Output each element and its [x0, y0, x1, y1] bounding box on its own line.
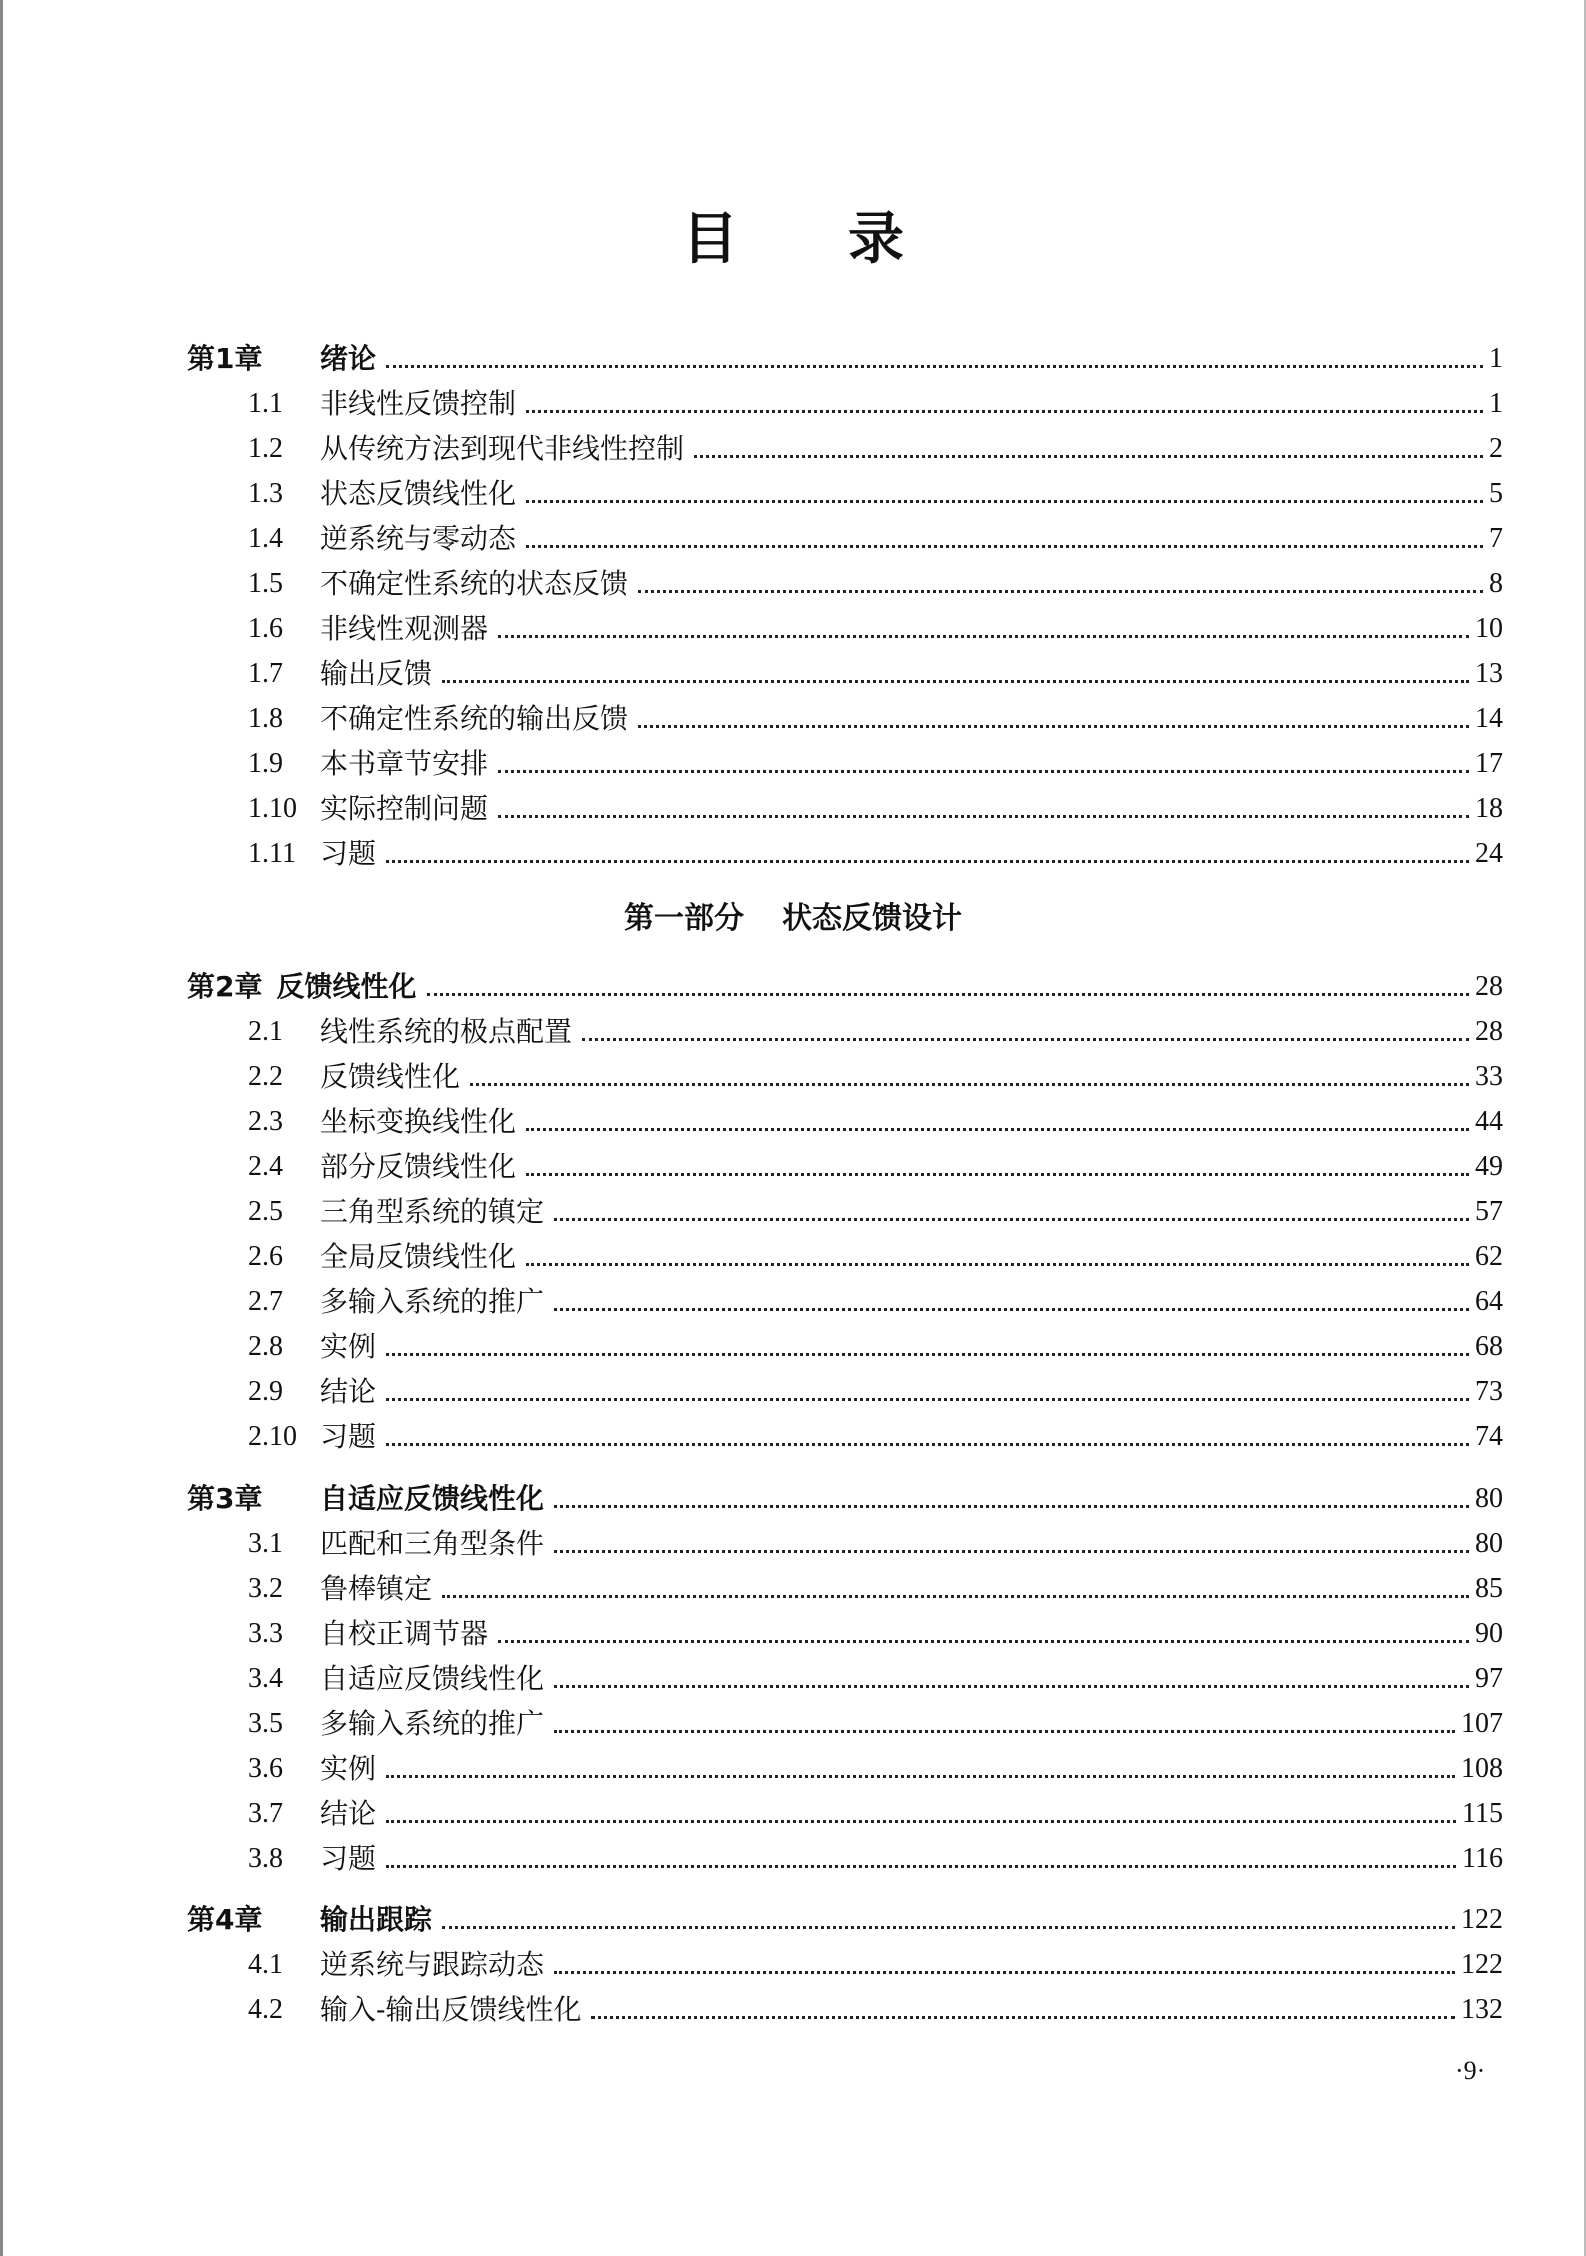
dot-leader [427, 993, 1470, 996]
section-number: 1.8 [248, 703, 283, 734]
toc-section-entry[interactable] [248, 377, 1503, 421]
page-ref: 116 [1462, 1843, 1503, 1874]
section-number: 2.3 [248, 1106, 283, 1137]
scan-edge-left [0, 0, 3, 2256]
section-number: 4.2 [248, 1994, 283, 2025]
page-ref: 33 [1475, 1061, 1503, 1092]
section-number: 3.7 [248, 1798, 283, 1829]
section-number: 1.3 [248, 478, 283, 509]
dot-leader [554, 1685, 1469, 1688]
section-number: 4.1 [248, 1949, 283, 1980]
section-number: 1.4 [248, 523, 283, 554]
dot-leader [386, 365, 1483, 368]
toc-section-entry[interactable] [248, 1365, 1503, 1409]
toc-section-entry[interactable] [248, 737, 1503, 781]
section-number: 3.5 [248, 1708, 283, 1739]
section-number: 1.10 [248, 793, 297, 824]
dot-leader [638, 590, 1483, 593]
dot-leader [694, 455, 1483, 458]
toc-chapter-entry[interactable] [187, 960, 1503, 1004]
dot-leader [442, 1595, 1469, 1598]
section-number: 2.1 [248, 1016, 283, 1047]
chapter-title: 反馈线性化 [276, 970, 417, 1003]
part-label: 第一部分 [624, 901, 744, 936]
dot-leader [498, 635, 1469, 638]
toc-chapter-entry[interactable] [187, 1893, 1503, 1937]
section-title: 不确定性系统的状态反馈 [320, 567, 629, 600]
section-title: 输入-输出反馈线性化 [320, 1993, 582, 2026]
toc-section-entry[interactable] [248, 1787, 1503, 1831]
page-ref: 49 [1475, 1151, 1503, 1182]
section-title: 实际控制问题 [320, 792, 489, 825]
section-number: 1.5 [248, 568, 283, 599]
dot-leader [582, 1038, 1469, 1041]
dot-leader [526, 410, 1483, 413]
dot-leader [554, 1308, 1469, 1311]
section-number: 2.8 [248, 1331, 283, 1362]
section-title: 实例 [320, 1752, 377, 1785]
section-number: 3.3 [248, 1618, 283, 1649]
section-title: 三角型系统的镇定 [320, 1195, 545, 1228]
section-title: 线性系统的极点配置 [320, 1015, 573, 1048]
dot-leader [442, 680, 1469, 683]
page-ref: 44 [1475, 1106, 1503, 1137]
page-number: ·9· [1455, 2056, 1486, 2085]
dot-leader [498, 770, 1469, 773]
part-name: 状态反馈设计 [782, 901, 962, 936]
section-title: 反馈线性化 [320, 1060, 461, 1093]
section-number: 2.7 [248, 1286, 283, 1317]
chapter-number: 第1章 [187, 342, 263, 375]
section-title: 习题 [320, 1842, 377, 1875]
dot-leader [386, 1775, 1455, 1778]
toc-section-entry[interactable] [248, 557, 1503, 601]
page-ref: 97 [1475, 1663, 1503, 1694]
section-number: 2.5 [248, 1196, 283, 1227]
section-number: 1.1 [248, 388, 283, 419]
page-ref: 24 [1475, 838, 1503, 869]
toc-section-entry[interactable] [248, 602, 1503, 646]
section-title: 习题 [320, 1420, 377, 1453]
dot-leader [554, 1505, 1469, 1508]
page-ref: 80 [1475, 1528, 1503, 1559]
dot-leader [442, 1926, 1455, 1929]
section-title: 鲁棒镇定 [320, 1572, 433, 1605]
toc-section-entry[interactable] [248, 1140, 1503, 1184]
section-title: 多输入系统的推广 [320, 1285, 545, 1318]
section-number: 1.11 [248, 838, 296, 869]
dot-leader [554, 1550, 1469, 1553]
toc-section-entry[interactable] [248, 1562, 1503, 1606]
page-ref: 7 [1489, 523, 1503, 554]
page-ref: 1 [1489, 343, 1503, 374]
dot-leader [386, 1398, 1469, 1401]
page-ref: 85 [1475, 1573, 1503, 1604]
section-title: 不确定性系统的输出反馈 [320, 702, 629, 735]
page-ref: 13 [1475, 658, 1503, 689]
page-ref: 64 [1475, 1286, 1503, 1317]
chapter-title: 绪论 [320, 342, 377, 375]
toc-section-entry[interactable] [248, 1742, 1503, 1786]
section-number: 3.1 [248, 1528, 283, 1559]
toc-section-entry[interactable] [248, 1275, 1503, 1319]
page-ref: 14 [1475, 703, 1503, 734]
toc-section-entry[interactable] [248, 1230, 1503, 1274]
section-title: 从传统方法到现代非线性控制 [320, 432, 685, 465]
toc-section-entry[interactable] [248, 1185, 1503, 1229]
page-ref: 122 [1461, 1904, 1503, 1935]
dot-leader [526, 500, 1483, 503]
page-ref: 57 [1475, 1196, 1503, 1227]
section-number: 2.2 [248, 1061, 283, 1092]
toc-section-entry[interactable] [248, 1938, 1503, 1982]
page-ref: 1 [1489, 388, 1503, 419]
dot-leader [591, 2016, 1455, 2019]
page-ref: 8 [1489, 568, 1503, 599]
toc-section-entry[interactable] [248, 1005, 1503, 1049]
toc-section-entry[interactable] [248, 1652, 1503, 1696]
page-ref: 2 [1489, 433, 1503, 464]
dot-leader [554, 1218, 1469, 1221]
toc-chapter-entry[interactable] [187, 1472, 1503, 1516]
toc-section-entry[interactable] [248, 782, 1503, 826]
section-title: 自校正调节器 [320, 1617, 489, 1650]
chapter-number: 第2章 [187, 970, 263, 1003]
section-title: 多输入系统的推广 [320, 1707, 545, 1740]
section-title: 实例 [320, 1330, 377, 1363]
dot-leader [386, 1865, 1456, 1868]
toc-section-entry[interactable] [248, 1320, 1503, 1364]
page-ref: 107 [1461, 1708, 1503, 1739]
section-title: 全局反馈线性化 [320, 1240, 517, 1273]
chapter-number: 第3章 [187, 1482, 263, 1515]
dot-leader [470, 1083, 1469, 1086]
section-title: 部分反馈线性化 [320, 1150, 517, 1183]
section-title: 本书章节安排 [320, 747, 489, 780]
page-ref: 80 [1475, 1483, 1503, 1514]
toc-section-entry[interactable] [248, 647, 1503, 691]
page-ref: 18 [1475, 793, 1503, 824]
toc-section-entry[interactable] [248, 1517, 1503, 1561]
page-ref: 28 [1475, 971, 1503, 1002]
page-ref: 62 [1475, 1241, 1503, 1272]
chapter-number: 第4章 [187, 1903, 263, 1936]
section-number: 1.6 [248, 613, 283, 644]
section-number: 1.7 [248, 658, 283, 689]
toc-section-entry[interactable] [248, 1607, 1503, 1651]
page-ref: 108 [1461, 1753, 1503, 1784]
dot-leader [386, 1353, 1469, 1356]
dot-leader [526, 1128, 1469, 1131]
section-number: 2.9 [248, 1376, 283, 1407]
dot-leader [386, 860, 1469, 863]
page-ref: 115 [1462, 1798, 1503, 1829]
section-title: 习题 [320, 837, 377, 870]
section-number: 2.4 [248, 1151, 283, 1182]
page-ref: 68 [1475, 1331, 1503, 1362]
toc-section-entry[interactable] [248, 512, 1503, 556]
section-title: 状态反馈线性化 [320, 477, 517, 510]
toc-section-entry[interactable] [248, 1410, 1503, 1454]
part-heading [0, 893, 1586, 937]
page-ref: 28 [1475, 1016, 1503, 1047]
section-number: 3.2 [248, 1573, 283, 1604]
section-title: 结论 [320, 1375, 377, 1408]
page-ref: 73 [1475, 1376, 1503, 1407]
section-title: 逆系统与零动态 [320, 522, 517, 555]
dot-leader [498, 1640, 1469, 1643]
page-ref: 5 [1489, 478, 1503, 509]
section-title: 自适应反馈线性化 [320, 1662, 545, 1695]
dot-leader [386, 1443, 1469, 1446]
section-title: 非线性反馈控制 [320, 387, 517, 420]
page-ref: 10 [1475, 613, 1503, 644]
section-number: 3.8 [248, 1843, 283, 1874]
page-ref: 90 [1475, 1618, 1503, 1649]
dot-leader [498, 815, 1469, 818]
section-title: 逆系统与跟踪动态 [320, 1948, 545, 1981]
dot-leader [638, 725, 1469, 728]
chapter-title: 自适应反馈线性化 [320, 1482, 545, 1515]
section-number: 2.10 [248, 1421, 297, 1452]
page-title: 目录 [682, 206, 1014, 272]
toc-section-entry[interactable] [248, 1050, 1503, 1094]
toc-section-entry[interactable] [248, 1832, 1503, 1876]
section-number: 2.6 [248, 1241, 283, 1272]
toc-section-entry[interactable] [248, 1095, 1503, 1139]
dot-leader [526, 545, 1483, 548]
section-number: 3.4 [248, 1663, 283, 1694]
section-title: 非线性观测器 [320, 612, 489, 645]
toc-section-entry[interactable] [248, 1983, 1503, 2027]
page-ref: 17 [1475, 748, 1503, 779]
dot-leader [554, 1971, 1455, 1974]
toc-section-entry[interactable] [248, 692, 1503, 736]
dot-leader [386, 1820, 1456, 1823]
section-number: 1.9 [248, 748, 283, 779]
toc-section-entry[interactable] [248, 422, 1503, 466]
dot-leader [526, 1263, 1469, 1266]
section-title: 坐标变换线性化 [320, 1105, 517, 1138]
toc-section-entry[interactable] [248, 1697, 1503, 1741]
section-title: 匹配和三角型条件 [320, 1527, 545, 1560]
dot-leader [526, 1173, 1469, 1176]
chapter-title: 输出跟踪 [320, 1903, 433, 1936]
section-number: 3.6 [248, 1753, 283, 1784]
toc-section-entry[interactable] [248, 827, 1503, 871]
page-ref: 132 [1461, 1994, 1503, 2025]
section-title: 输出反馈 [320, 657, 433, 690]
dot-leader [554, 1730, 1455, 1733]
section-title: 结论 [320, 1797, 377, 1830]
toc-chapter-entry[interactable] [187, 332, 1503, 376]
section-number: 1.2 [248, 433, 283, 464]
page-ref: 74 [1475, 1421, 1503, 1452]
toc-section-entry[interactable] [248, 467, 1503, 511]
page-ref: 122 [1461, 1949, 1503, 1980]
